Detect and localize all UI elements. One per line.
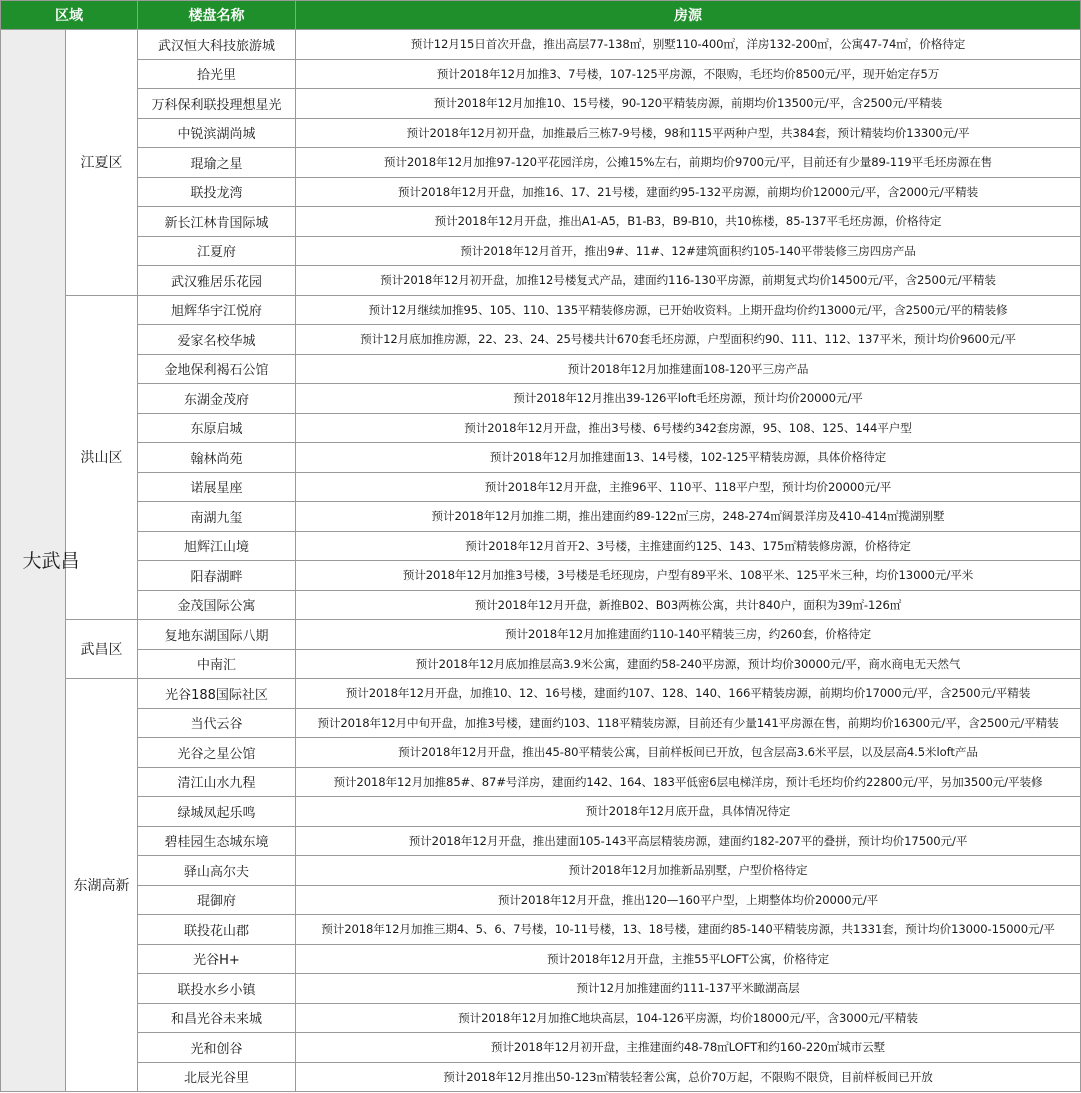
project-info-cell: 预计12月加推建面约111-137平米瞰湖高层 [296, 974, 1081, 1004]
header-source: 房源 [296, 1, 1081, 30]
project-name-cell: 清江山水九程 [138, 767, 296, 797]
project-name-cell: 联投花山郡 [138, 915, 296, 945]
table-row [1, 590, 1081, 620]
city-cell [1, 30, 80, 1092]
project-info-cell: 预计2018年12月开盘，新推B02、B03两栋公寓，共计840户，面积为39㎡-126㎡ [296, 590, 1081, 620]
project-name-cell: 南湖九玺 [138, 502, 296, 532]
project-name-cell: 光和创谷 [138, 1033, 296, 1063]
project-name-cell: 光谷H+ [138, 944, 296, 974]
project-info-cell: 预计2018年12月加推三期4、5、6、7号楼，10-11号楼，13、18号楼，建面约85-140平精装房源，共1331套，预计均价13000-15000元/平 [296, 915, 1081, 945]
project-info-cell: 预计2018年12月推出50-123㎡精装轻奢公寓，总价70万起，不限购不限贷，目前样板间已开放 [296, 1062, 1081, 1092]
project-name-cell: 武汉恒大科技旅游城 [138, 30, 296, 60]
table-row [1, 561, 1081, 591]
district-cell: 江夏区 [66, 30, 138, 296]
project-info-cell: 预计2018年12月开盘，推出3号楼、6号楼约342套房源，95、108、125、144平户型 [296, 413, 1081, 443]
table-row [1, 266, 1081, 296]
table-row [1, 207, 1081, 237]
project-name-cell: 北辰光谷里 [138, 1062, 296, 1092]
table-row [1, 30, 1081, 60]
project-info-cell: 预计2018年12月开盘，推出A1-A5，B1-B3，B9-B10，共10栋楼，85-137平毛坯房源，价格待定 [296, 207, 1081, 237]
project-info-cell: 预计2018年12月加推建面108-120平三房产品 [296, 354, 1081, 384]
district-cell: 东湖高新 [66, 679, 138, 1092]
project-name-cell: 旭辉华宇江悦府 [138, 295, 296, 325]
project-name-cell: 金地保利褐石公馆 [138, 354, 296, 384]
project-info-cell: 预计2018年12月初开盘，加推12号楼复式产品，建面约116-130平房源，前期复式均价14500元/平，含2500元/平精装 [296, 266, 1081, 296]
project-name-cell: 爱家名校华城 [138, 325, 296, 355]
project-info-cell: 预计2018年12月首开，推出9#、11#、12#建筑面积约105-140平带装修三房四房产品 [296, 236, 1081, 266]
project-info-cell: 预计2018年12月加推3号楼，3号楼是毛坯现房，户型有89平米、108平米、125平米三种，均价13000元/平米 [296, 561, 1081, 591]
project-info-cell: 预计12月底加推房源，22、23、24、25号楼共计670套毛坯房源，户型面积约90、111、112、137平米，预计均价9600元/平 [296, 325, 1081, 355]
project-name-cell: 阳春湖畔 [138, 561, 296, 591]
project-name-cell: 和昌光谷未来城 [138, 1003, 296, 1033]
project-info-cell: 预计2018年12月加推建面13、14号楼，102-125平精装房源，具体价格待定 [296, 443, 1081, 473]
table-row [1, 826, 1081, 856]
table-row [1, 797, 1081, 827]
project-name-cell: 中锐滨湖尚城 [138, 118, 296, 148]
project-name-cell: 联投水乡小镇 [138, 974, 296, 1004]
project-info-cell: 预计2018年12月开盘，主推55平LOFT公寓，价格待定 [296, 944, 1081, 974]
project-name-cell: 联投龙湾 [138, 177, 296, 207]
table-row [1, 1003, 1081, 1033]
table-row [1, 1062, 1081, 1092]
table-row [1, 1033, 1081, 1063]
table-row [1, 236, 1081, 266]
table-row [1, 649, 1081, 679]
project-name-cell: 光谷之星公馆 [138, 738, 296, 768]
project-name-cell: 琨御府 [138, 885, 296, 915]
project-info-cell: 预计2018年12月加推85#、87#号洋房，建面约142、164、183平低密6层电梯洋房，预计毛坯均价约22800元/平，另加3500元/平装修 [296, 767, 1081, 797]
project-info-cell: 预计2018年12月底开盘，具体情况待定 [296, 797, 1081, 827]
project-name-cell: 武汉雅居乐花园 [138, 266, 296, 296]
table-row [1, 354, 1081, 384]
project-info-cell: 预计2018年12月加推10、15号楼，90-120平精装房源，前期均价13500元/平，含2500元/平精装 [296, 89, 1081, 119]
project-info-cell: 预计2018年12月首开2、3号楼，主推建面约125、143、175㎡精装修房源，价格待定 [296, 531, 1081, 561]
project-name-cell: 诺展星座 [138, 472, 296, 502]
table-row [1, 944, 1081, 974]
project-info-cell: 预计2018年12月开盘，主推96平、110平、118平户型，预计均价20000元/平 [296, 472, 1081, 502]
project-info-cell: 预计2018年12月推出39-126平loft毛坯房源，预计均价20000元/平 [296, 384, 1081, 414]
project-info-cell: 预计12月15日首次开盘，推出高层77-138㎡，别墅110-400㎡，洋房132-200㎡，公寓47-74㎡，价格待定 [296, 30, 1081, 60]
project-name-cell: 东湖金茂府 [138, 384, 296, 414]
project-name-cell: 光谷188国际社区 [138, 679, 296, 709]
project-info-cell: 预计2018年12月中旬开盘，加推3号楼，建面约103、118平精装房源，目前还有少量141平房源在售，前期均价16300元/平，含2500元/平精装 [296, 708, 1081, 738]
project-name-cell: 复地东湖国际八期 [138, 620, 296, 650]
project-info-cell: 预计2018年12月底加推层高3.9米公寓，建面约58-240平房源，预计均价30000元/平，商水商电无天然气 [296, 649, 1081, 679]
table-row [1, 295, 1081, 325]
table-row [1, 89, 1081, 119]
project-info-cell: 预计2018年12月开盘，加推16、17、21号楼，建面约95-132平房源，前期均价12000元/平，含2000元/平精装 [296, 177, 1081, 207]
header-region: 区域 [1, 1, 138, 30]
table-row [1, 413, 1081, 443]
table-row [1, 59, 1081, 89]
table-row [1, 531, 1081, 561]
table-row [1, 472, 1081, 502]
table-row [1, 148, 1081, 178]
project-name-cell: 金茂国际公寓 [138, 590, 296, 620]
table-header-row [1, 1, 1081, 30]
table-row [1, 738, 1081, 768]
table-row [1, 679, 1081, 709]
project-name-cell: 东原启城 [138, 413, 296, 443]
district-cell: 洪山区 [66, 295, 138, 620]
project-name-cell: 绿城凤起乐鸣 [138, 797, 296, 827]
project-name-cell: 新长江林肯国际城 [138, 207, 296, 237]
project-info-cell: 预计2018年12月加推新品别墅，户型价格待定 [296, 856, 1081, 886]
table-row [1, 118, 1081, 148]
project-name-cell: 江夏府 [138, 236, 296, 266]
project-info-cell: 预计2018年12月开盘，推出建面105-143平高层精装房源，建面约182-207平的叠拼，预计均价17500元/平 [296, 826, 1081, 856]
project-info-cell: 预计12月继续加推95、105、110、135平精装修房源，已开始收资料。上期开盘均价约13000元/平，含2500元/平的精装修 [296, 295, 1081, 325]
project-info-cell: 预计2018年12月开盘，推出120—160平户型，上期整体均价20000元/平 [296, 885, 1081, 915]
project-info-cell: 预计2018年12月开盘，推出45-80平精装公寓，目前样板间已开放，包含层高3.6米平层，以及层高4.5米loft产品 [296, 738, 1081, 768]
table-row [1, 974, 1081, 1004]
project-name-cell: 旭辉江山境 [138, 531, 296, 561]
table-row [1, 915, 1081, 945]
project-name-cell: 琨瑜之星 [138, 148, 296, 178]
project-name-cell: 驿山高尔夫 [138, 856, 296, 886]
district-cell: 武昌区 [66, 620, 138, 679]
table-row [1, 620, 1081, 650]
project-name-cell: 中南汇 [138, 649, 296, 679]
project-info-cell: 预计2018年12月开盘，加推10、12、16号楼，建面约107、128、140、166平精装房源，前期均价17000元/平，含2500元/平精装 [296, 679, 1081, 709]
city-label: 大武昌 [22, 549, 80, 572]
table-row [1, 708, 1081, 738]
project-info-cell: 预计2018年12月初开盘，主推建面约48-78㎡LOFT和约160-220㎡城市云墅 [296, 1033, 1081, 1063]
table-row [1, 502, 1081, 532]
project-name-cell: 万科保利联投理想星光 [138, 89, 296, 119]
project-info-cell: 预计2018年12月初开盘，加推最后三栋7-9号楼，98和115平两种户型，共384套，预计精装均价13300元/平 [296, 118, 1081, 148]
table-row [1, 177, 1081, 207]
table-row [1, 384, 1081, 414]
table-row [1, 885, 1081, 915]
project-name-cell: 当代云谷 [138, 708, 296, 738]
project-info-cell: 预计2018年12月加推97-120平花园洋房，公摊15%左右，前期均价9700元/平，目前还有少量89-119平毛坯房源在售 [296, 148, 1081, 178]
table-row [1, 325, 1081, 355]
table-row [1, 767, 1081, 797]
project-info-cell: 预计2018年12月加推3、7号楼，107-125平房源，不限购，毛坯均价8500元/平，现开始定存5万 [296, 59, 1081, 89]
table-row [1, 856, 1081, 886]
project-name-cell: 拾光里 [138, 59, 296, 89]
table-body [1, 30, 1081, 1092]
header-project: 楼盘名称 [138, 1, 296, 30]
project-info-cell: 预计2018年12月加推C地块高层，104-126平房源，均价18000元/平，含3000元/平精装 [296, 1003, 1081, 1033]
project-name-cell: 翰林尚苑 [138, 443, 296, 473]
table-row [1, 443, 1081, 473]
project-name-cell: 碧桂园生态城东境 [138, 826, 296, 856]
project-info-cell: 预计2018年12月加推建面约110-140平精装三房，约260套，价格待定 [296, 620, 1081, 650]
project-info-cell: 预计2018年12月加推二期，推出建面约89-122㎡三房，248-274㎡阔景洋房及410-414㎡揽湖别墅 [296, 502, 1081, 532]
